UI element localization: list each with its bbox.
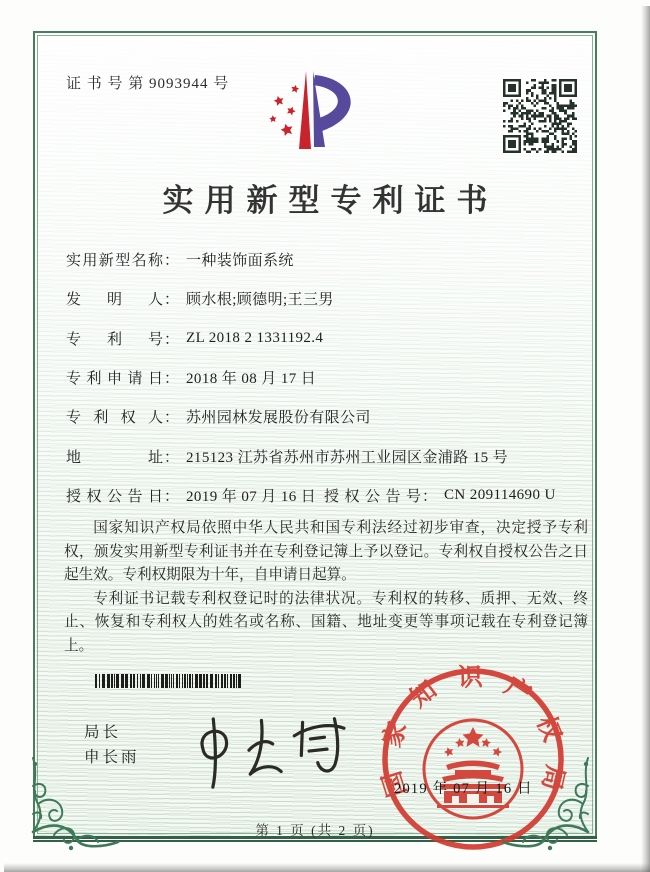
corner-flourish-right-icon: [501, 756, 597, 861]
field-value: 苏州园林发展股份有限公司: [186, 410, 371, 427]
field-value: 一种装饰面系统: [186, 253, 294, 270]
field-label: 专利申请日: [66, 371, 163, 388]
scan-edge-shadow-bottom: [4, 863, 650, 872]
legal-paragraph: 国家知识产权局依照中华人民共和国专利法经过初步审查，决定授予专利权，颁发实用新型专利证书并在专利登记簿上予以登记。专利权自授权公告之日起生效。专利权期限为十年，自申请日起算。: [64, 520, 588, 584]
director-name: 申长雨: [84, 749, 140, 766]
seal-date: 2019 年 07 月 16 日: [394, 781, 533, 797]
field-value: CN 209114690 U: [444, 486, 556, 503]
field-value: 215123 江苏省苏州市苏州工业园区金浦路 15 号: [186, 449, 509, 466]
field-label: 实用新型名称: [66, 253, 163, 270]
director-signature: [183, 711, 361, 794]
field-row-patentee: 专利权人 ： 苏州园林发展股份有限公司: [66, 397, 590, 436]
certificate-number: 证 书 号 第 9093944 号: [66, 76, 230, 92]
field-value: 顾水根;顾德明;王三男: [186, 292, 334, 309]
field-row-patent-no: 专利号 ： ZL 2018 2 1331192.4: [66, 329, 324, 348]
certificate-title: 实用新型专利证书: [162, 183, 499, 218]
field-grant-publication-no: 授权公告号 ： CN 209114690 U: [324, 486, 556, 505]
scan-edge-shadow-right: [641, 6, 650, 872]
legal-text: [64, 517, 588, 659]
field-label: 授权公告日: [66, 488, 163, 505]
field-row-grant-date: 授权公告日 ： 2019 年 07 月 16 日 授权公告号 ： CN 209114690 U: [66, 476, 590, 515]
field-row-name: 实用新型名称 ： 一种装饰面系统: [66, 240, 590, 279]
field-label: 专利号: [66, 331, 163, 348]
field-value: 2018 年 08 月 17 日: [186, 371, 317, 388]
field-list: [66, 240, 590, 515]
legal-paragraph: 专利证书记载专利权登记时的法律状况。专利权的转移、质押、无效、终止、恢复和专利权人的姓名或名称、国籍、地址变更等事项记载在专利登记簿上。: [64, 590, 588, 654]
director-title: 局长: [84, 724, 122, 741]
field-label: 地址: [66, 449, 163, 466]
qr-code-icon: [503, 79, 577, 158]
field-label: 授权公告号: [324, 488, 421, 505]
field-row-inventor: 发明人 ： 顾水根;顾德明;王三男: [66, 279, 590, 318]
field-label: 发明人: [66, 292, 163, 309]
field-row-filing-date: 专利申请日 ： 2018 年 08 月 17 日: [66, 358, 590, 397]
corner-flourish-left-icon: [24, 756, 120, 861]
field-label: 专利权人: [66, 410, 163, 427]
page-number: 第 1 页 (共 2 页): [255, 823, 375, 838]
seal-text: 国家知识产权局: [378, 664, 568, 800]
field-value: ZL 2018 2 1331192.4: [186, 329, 324, 346]
cnipa-logo-icon: [262, 63, 380, 176]
barcode-icon: [95, 674, 245, 693]
field-row-address: 地址 ： 215123 江苏省苏州市苏州工业园区金浦路 15 号: [66, 436, 590, 475]
field-value: 2019 年 07 月 16 日: [186, 488, 317, 505]
